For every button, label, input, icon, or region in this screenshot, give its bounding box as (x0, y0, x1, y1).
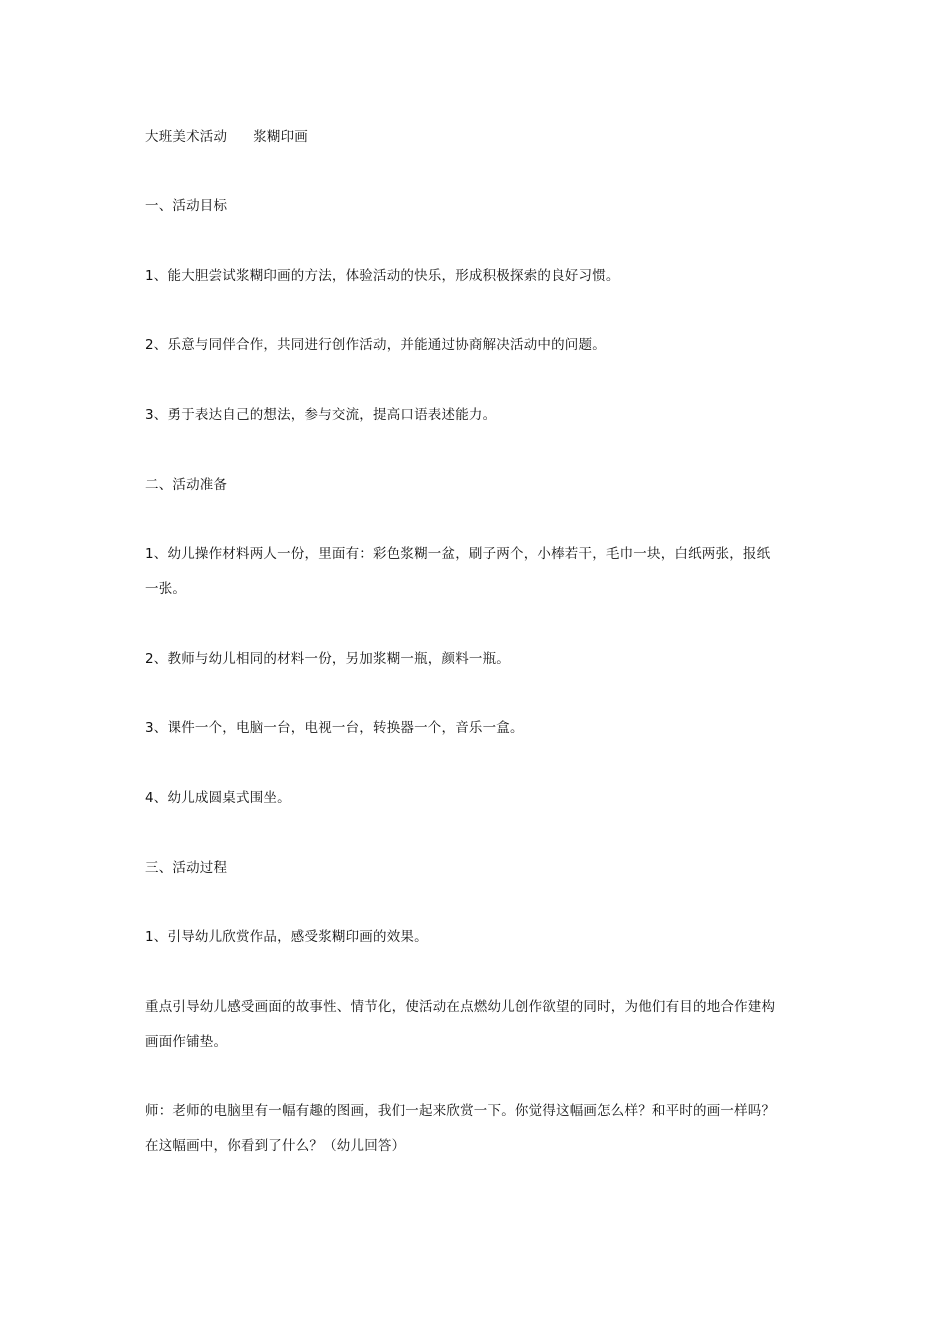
prep-item-2: 2、教师与幼儿相同的材料一份，另加浆糊一瓶，颜料一瓶。 (145, 651, 510, 667)
goal-item-2: 2、乐意与同伴合作，共同进行创作活动，并能通过协商解决活动中的问题。 (145, 337, 606, 353)
section-heading-process: 三、活动过程 (145, 860, 228, 876)
prep-item-1-cont: 一张。 (145, 581, 187, 597)
document-title (145, 127, 825, 147)
prep-item-3: 3、课件一个，电脑一台，电视一台，转换器一个，音乐一盒。 (145, 720, 524, 736)
teacher-dialogue-line-2: 在这幅画中，你看到了什么？（幼儿回答） (145, 1138, 406, 1154)
teacher-dialogue-line-1: 师：老师的电脑里有一幅有趣的图画，我们一起来欣赏一下。你觉得这幅画怎么样？和平时的画一样吗？ (145, 1103, 776, 1119)
prep-item-4: 4、幼儿成圆桌式围坐。 (145, 790, 291, 806)
title-right: 浆糊印画 (253, 129, 309, 145)
prep-item-1: 1、幼儿操作材料两人一份，里面有：彩色浆糊一盆，刷子两个，小棒若干，毛巾一块，白纸两张，报纸 (145, 546, 771, 562)
title-left: 大班美术活动 (145, 129, 228, 145)
section-heading-preparation: 二、活动准备 (145, 477, 228, 493)
process-item-1: 1、引导幼儿欣赏作品，感受浆糊印画的效果。 (145, 929, 428, 945)
section-heading-goals: 一、活动目标 (145, 198, 228, 214)
goal-item-1: 1、能大胆尝试浆糊印画的方法，体验活动的快乐，形成积极探索的良好习惯。 (145, 268, 620, 284)
process-paragraph-line-1: 重点引导幼儿感受画面的故事性、情节化，使活动在点燃幼儿创作欲望的同时，为他们有目的地合作建构 (145, 999, 776, 1015)
goal-item-3: 3、勇于表达自己的想法，参与交流，提高口语表述能力。 (145, 407, 497, 423)
process-paragraph-line-2: 画面作铺垫。 (145, 1034, 228, 1050)
